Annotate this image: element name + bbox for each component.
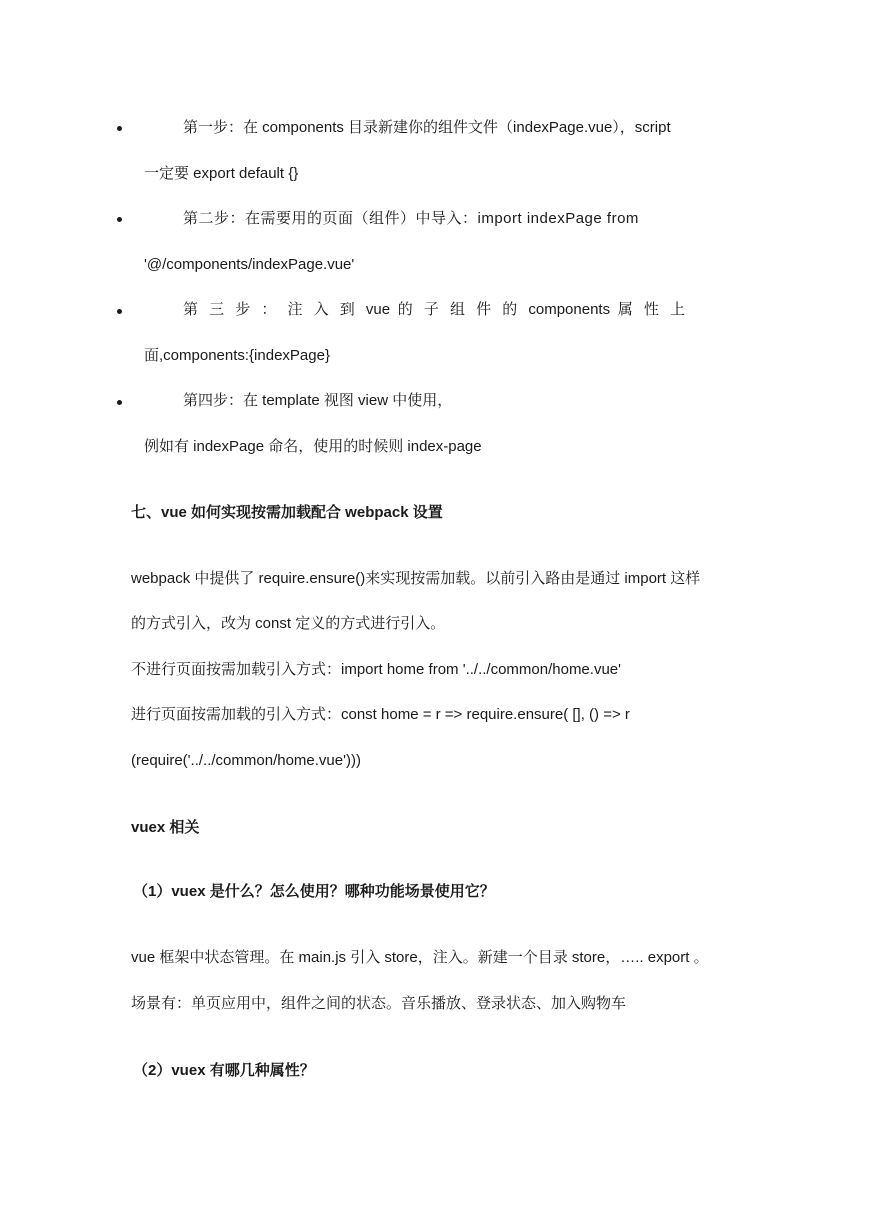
step-3-line-1: 第 三 步 ： 注 入 到 vue 的 子 组 件 的 components 属 性 上 [183, 301, 685, 318]
step-1-line-2: 一定要 export default {} [144, 165, 299, 182]
step-1-line-1: 第一步：在 components 目录新建你的组件文件（indexPage.vue），script [183, 119, 671, 136]
step-2-line-2: '@/components/indexPage.vue' [144, 256, 355, 273]
vuex-question-2: （2）vuex 有哪几种属性？ [133, 1062, 315, 1079]
section-7-heading: 七、vue 如何实现按需加载配合 webpack 设置 [131, 504, 443, 521]
section-7-paragraph-1-line-2: 的方式引入，改为 const 定义的方式进行引入。 [131, 615, 446, 632]
step-2-line-1: 第二步：在需要用的页面（组件）中导入：import indexPage from [183, 210, 639, 227]
section-7-paragraph-1-line-1: webpack 中提供了 require.ensure()来实现按需加载。以前引入路由是通过 import 这样 [131, 570, 701, 587]
bullet-icon [117, 217, 122, 222]
vuex-question-1: （1）vuex 是什么？怎么使用？哪种功能场景使用它？ [133, 883, 495, 900]
bullet-icon [117, 309, 122, 314]
section-7-paragraph-3-line-1: 进行页面按需加载的引入方式：const home = r => require.ensure( [], () => r [131, 706, 630, 723]
vuex-answer-1-line-1: vue 框架中状态管理。在 main.js 引入 store，注入。新建一个目录 store，….. export 。 [131, 949, 709, 966]
step-3-line-2: 面,components:{indexPage} [144, 347, 330, 364]
bullet-icon [117, 126, 122, 131]
bullet-icon [117, 400, 122, 405]
vuex-heading: vuex 相关 [131, 819, 200, 836]
step-4-line-1: 第四步：在 template 视图 view 中使用， [183, 392, 453, 409]
vuex-answer-1-line-2: 场景有：单页应用中，组件之间的状态。音乐播放、登录状态、加入购物车 [131, 995, 627, 1012]
section-7-paragraph-2: 不进行页面按需加载引入方式：import home from '../../common/home.vue' [131, 661, 621, 678]
section-7-paragraph-3-line-2: (require('../../common/home.vue'))) [131, 752, 361, 769]
step-4-line-2: 例如有 indexPage 命名，使用的时候则 index-page [144, 438, 482, 455]
